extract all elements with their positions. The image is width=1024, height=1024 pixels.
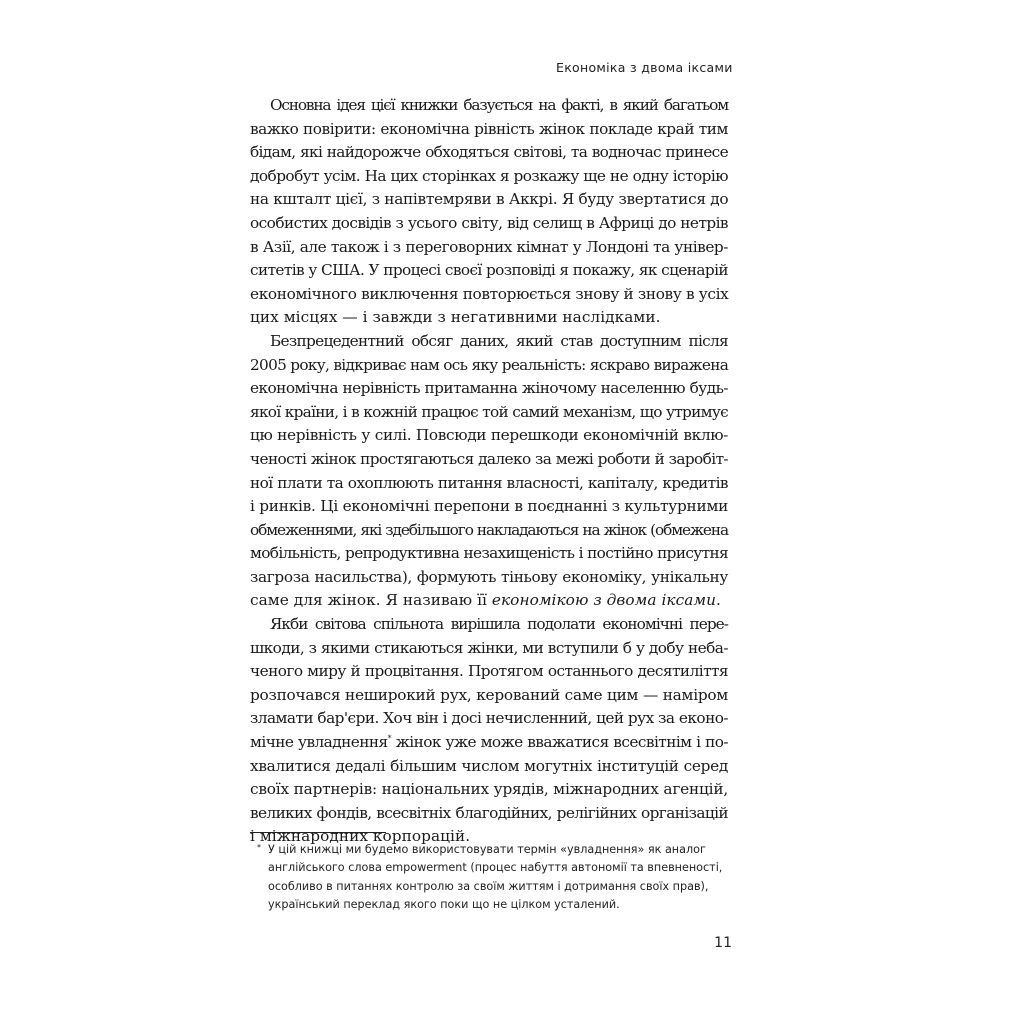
text-line: ної плати та охоплюють питання власності, капіталу, кредитів xyxy=(250,473,728,492)
text-line: загроза насильства), формують тіньову економіку, унікальну xyxy=(250,567,728,586)
footnote-line: особливо в питаннях контролю за своїм життям і дотримання своїх прав), xyxy=(268,879,709,893)
text-line: ченості жінок простягаються далеко за межі роботи й заробіт- xyxy=(250,449,728,468)
text-line: Основна ідея цієї книжки базується на факті, в який багатьом xyxy=(270,96,728,114)
running-head: Економіка з двома іксами xyxy=(556,60,733,75)
text-line: на кшталт цієї, з напівтемряви в Аккрі. Я буду звертатися до xyxy=(250,190,729,209)
text-line: цю нерівність у силі. Повсюди перешкоди економічній вклю- xyxy=(250,426,728,445)
text-line: ситетів у США. У процесі своєї розповіді я покажу, як сценарій xyxy=(250,261,728,280)
text-line: і міжнародних корпорацій. xyxy=(250,827,471,846)
text-segment: мічне увладнення xyxy=(250,733,388,752)
text-line xyxy=(250,589,728,613)
text-line: якої країни, і в кожній працює той самий механізм, що утримує xyxy=(250,402,728,421)
text-line: обмеженнями, які здебільшого накладаються на жінок (обмежена xyxy=(250,520,728,539)
text-line: розпочався неширокий рух, керований саме цим — наміром xyxy=(250,685,728,704)
paragraph-2 xyxy=(250,330,728,613)
text-line: економічного виключення повторюється знову й знову в усіх xyxy=(250,284,729,303)
footnote-line: український переклад якого поки що не цілком усталений. xyxy=(268,898,620,912)
text-line: Безпрецедентний обсяг даних, який став доступним після xyxy=(270,331,728,350)
book-title-italic: економікою з двома іксами xyxy=(491,591,716,610)
footnote-line: У цій книжці ми будемо використовувати термін «увладнення» як аналог xyxy=(268,843,706,856)
footnote-marker: * xyxy=(257,843,261,852)
footnote-line: англійського слова empowerment (процес набуття автономії та впевненості, xyxy=(268,861,723,875)
text-line: шкоди, з якими стикаються жінки, ми вступили б у добу неба- xyxy=(250,638,728,657)
text-line: бідам, які найдорожче обходяться світові, та водночас принесе xyxy=(250,143,728,162)
body-text xyxy=(250,94,728,849)
text-line: великих фондів, всесвітніх благодійних, релігійних організацій xyxy=(250,803,728,822)
text-segment: жінок уже може вважатися всесвітнім і по- xyxy=(391,733,729,752)
text-line: зламати бар'єри. Хоч він і досі нечисленний, цей рух за еконо- xyxy=(250,709,728,728)
paragraph-1 xyxy=(250,94,728,330)
footnote xyxy=(257,841,730,915)
footnote-divider xyxy=(250,832,386,833)
footnote-marker[interactable]: * xyxy=(387,733,392,743)
text-line: особистих досвідів з усього світу, від селищ в Африці до нетрів xyxy=(250,213,728,232)
text-line: мобільність, репродуктивна незахищеність і постійно присутня xyxy=(250,544,728,563)
text-line: важко повірити: економічна рівність жінок покладе край тим xyxy=(250,119,728,138)
text-line: в Азії, але також і з переговорних кімнат у Лондоні та універ- xyxy=(250,237,728,256)
text-line: економічна нерівність притаманна жіночому населенню будь- xyxy=(250,379,728,398)
text-line: 2005 року, відкриває нам ось яку реальність: яскраво виражена xyxy=(250,355,729,374)
text-line: своїх партнерів: національних урядів, міжнародних агенцій, xyxy=(250,780,728,799)
text-line: і ринків. Ці економічні перепони в поєднанні з культурними xyxy=(250,497,729,516)
text-line xyxy=(250,731,728,755)
text-line: Якби світова спільнота вирішила подолати економічні пере- xyxy=(270,615,728,634)
page-number: 11 xyxy=(714,935,732,951)
text-segment: . xyxy=(716,591,721,610)
text-line: цих місцях — і завжди з негативними наслідками. xyxy=(250,308,661,327)
text-segment: саме для жінок. Я називаю її xyxy=(250,591,492,610)
text-line: добробут усім. На цих сторінках я розкажу ще не одну історію xyxy=(250,166,728,185)
text-line: ченого миру й процвітання. Протягом останнього десятиліття xyxy=(250,662,728,681)
paragraph-3 xyxy=(250,613,728,849)
text-line: хвалитися дедалі більшим числом могутніх інституцій серед xyxy=(250,756,728,775)
